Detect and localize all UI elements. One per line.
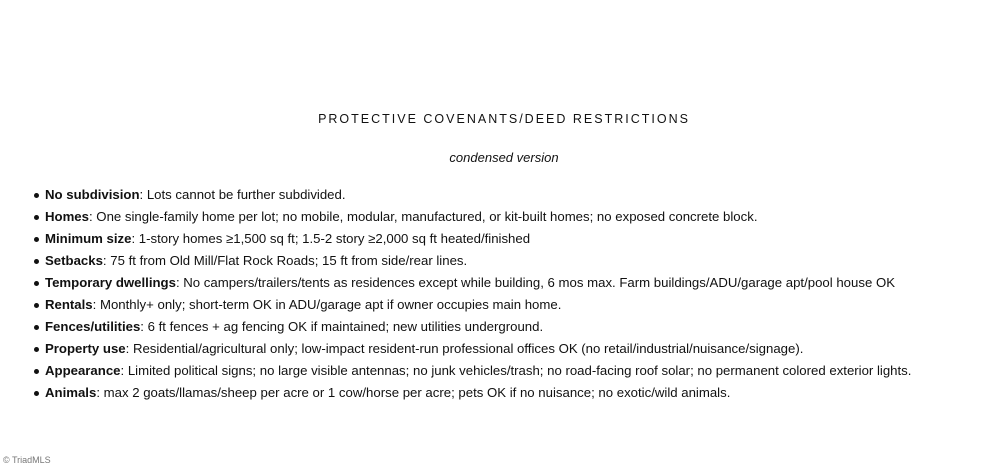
list-item-appearance — [45, 360, 995, 382]
item-text: : Limited political signs; no large visible antennas; no junk vehicles/trash; no road-facing roof solar; no permanent colored exterior lights. — [120, 363, 912, 378]
item-term: Appearance — [45, 363, 121, 378]
item-term: Setbacks — [45, 253, 103, 268]
item-text: : Monthly+ only; short-term OK in ADU/garage apt if owner occupies main home. — [92, 297, 562, 312]
list-item-rentals — [45, 294, 995, 316]
item-term: Fences/utilities — [45, 319, 141, 334]
item-term: Rentals — [45, 297, 93, 312]
item-term: Property use — [45, 341, 126, 356]
watermark: © TriadMLS — [3, 455, 51, 465]
list-item-no-subdivision — [45, 184, 995, 206]
item-term: Homes — [45, 209, 89, 224]
list-item-property-use — [45, 338, 995, 360]
list-item-minimum-size — [45, 228, 995, 250]
list-item-setbacks — [45, 250, 995, 272]
item-term: Animals — [45, 385, 97, 400]
page-subtitle: condensed version — [449, 150, 559, 165]
list-item-homes — [45, 206, 995, 228]
item-text: : No campers/trailers/tents as residences except while building, 6 mos max. Farm buildings/ADU/garage apt/pool house OK — [175, 275, 895, 290]
item-text: : 75 ft from Old Mill/Flat Rock Roads; 15 ft from side/rear lines. — [102, 253, 468, 268]
item-text: : 6 ft fences + ag fencing OK if maintained; new utilities underground. — [140, 319, 544, 334]
list-item-temporary-dwellings — [45, 272, 995, 294]
item-term: Temporary dwellings — [45, 275, 176, 290]
restrictions-list — [45, 184, 995, 404]
list-item-fences-utilities — [45, 316, 995, 338]
list-item-animals — [45, 382, 995, 404]
item-text: : Lots cannot be further subdivided. — [139, 187, 346, 202]
item-text: : One single-family home per lot; no mobile, modular, manufactured, or kit-built homes; no exposed concrete block. — [88, 209, 758, 224]
item-text: : Residential/agricultural only; low-impact resident-run professional offices OK (no retail/industrial/nuisance/signage). — [125, 341, 804, 356]
page-title: PROTECTIVE COVENANTS/DEED RESTRICTIONS — [318, 112, 690, 126]
item-term: Minimum size — [45, 231, 132, 246]
item-text: : 1-story homes ≥1,500 sq ft; 1.5-2 story ≥2,000 sq ft heated/finished — [131, 231, 531, 246]
item-term: No subdivision — [45, 187, 140, 202]
item-text: : max 2 goats/llamas/sheep per acre or 1 cow/horse per acre; pets OK if no nuisance; no exotic/wild animals. — [96, 385, 731, 400]
